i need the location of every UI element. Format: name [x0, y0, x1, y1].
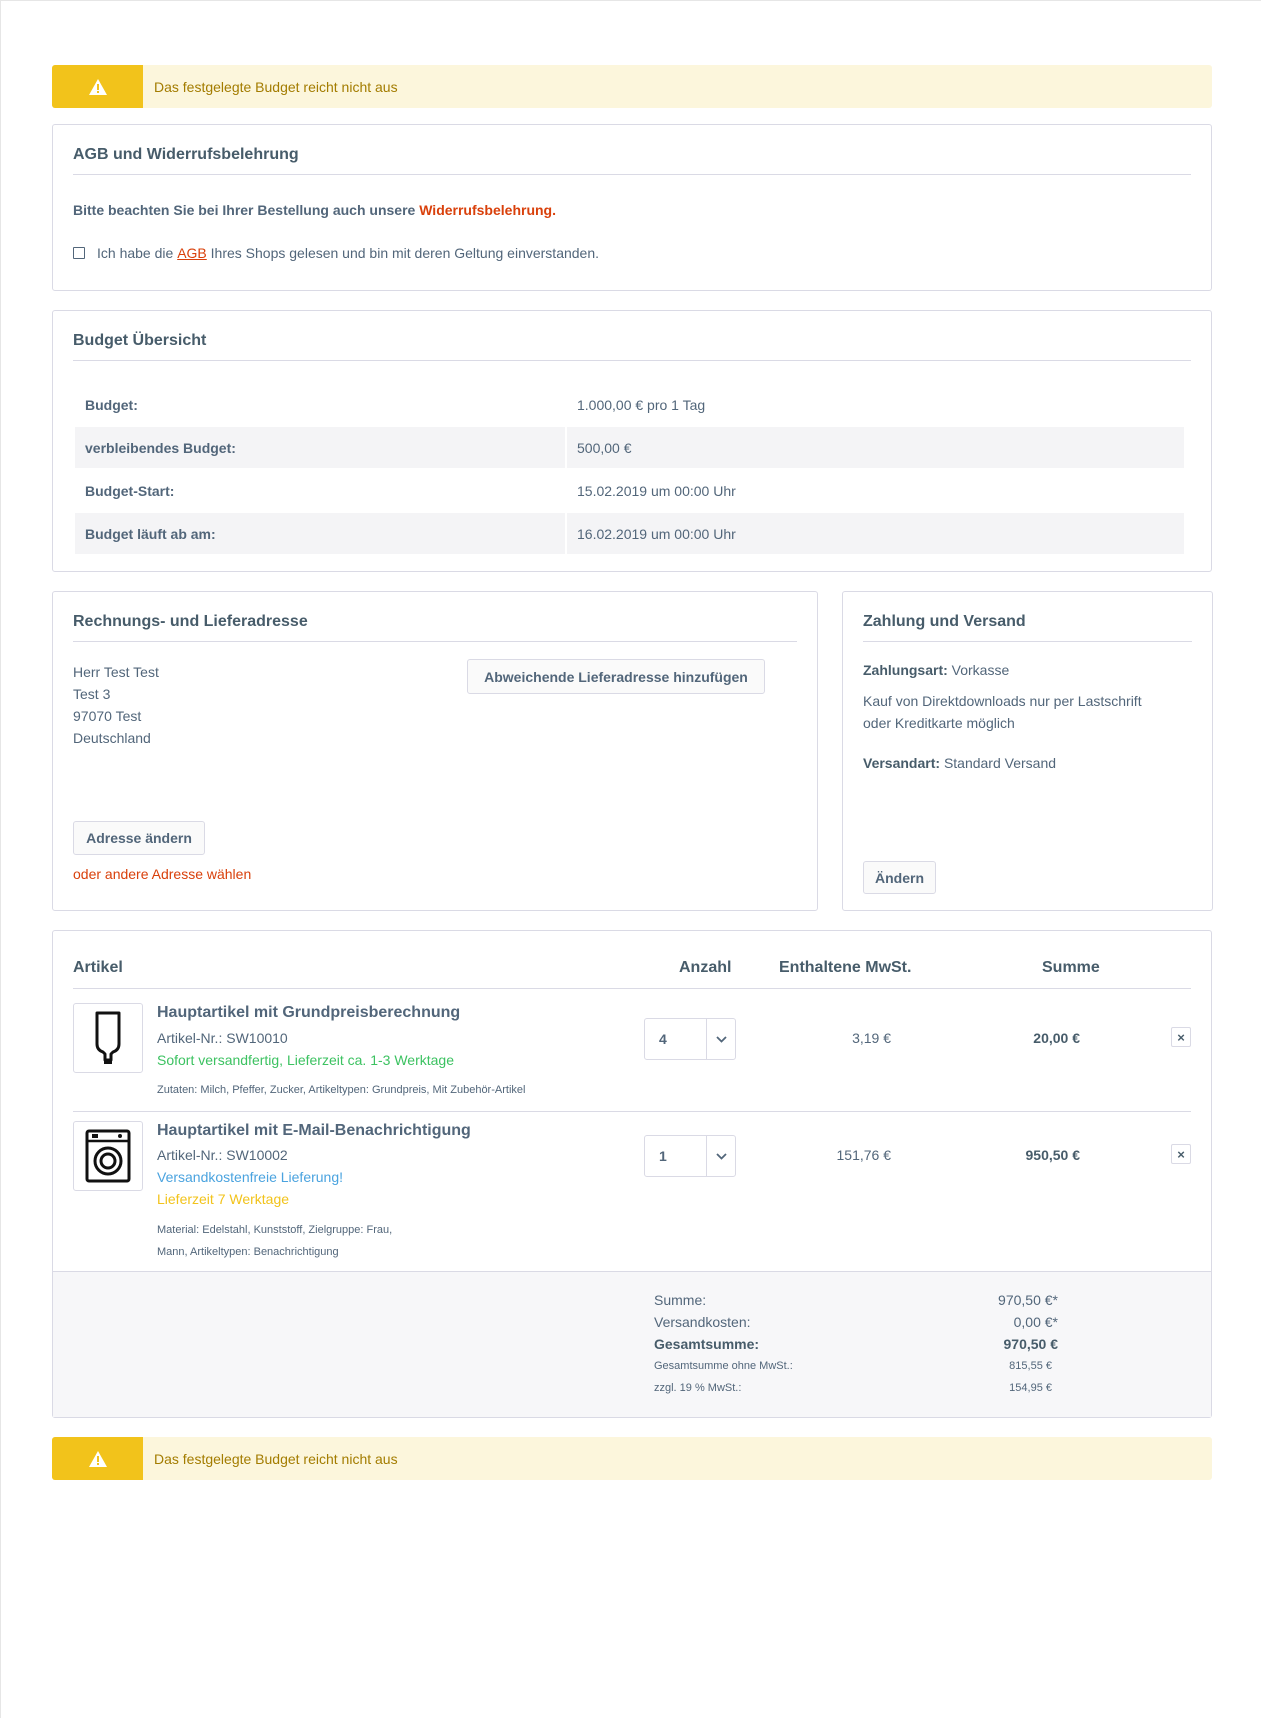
remove-item-button[interactable] — [1171, 1144, 1191, 1164]
address-panel — [52, 591, 818, 911]
budget-table — [73, 382, 1186, 556]
header-sum: Summe — [1042, 959, 1100, 976]
payment-note-line: Kauf von Direktdownloads nur per Lastschrift — [863, 693, 1142, 709]
articles-header — [73, 931, 1191, 989]
remove-item-button[interactable] — [1171, 1027, 1191, 1047]
alert-text: Das festgelegte Budget reicht nicht aus — [154, 1450, 398, 1467]
budget-row — [75, 427, 1184, 468]
grand-total-row — [654, 1336, 1058, 1352]
item-thumbnail[interactable] — [73, 1003, 143, 1073]
subtotal-label: Summe: — [654, 1292, 707, 1308]
agb-link[interactable]: AGB — [177, 245, 207, 261]
budget-panel — [52, 310, 1212, 572]
budget-warning-alert — [52, 1437, 1212, 1480]
change-payment-button[interactable]: Ändern — [863, 861, 936, 894]
budget-value: 15.02.2019 um 00:00 Uhr — [577, 482, 736, 499]
grand-total-value: 970,50 € — [1003, 1336, 1058, 1352]
net-total-value: 815,55 € — [1009, 1360, 1052, 1372]
agb-note — [73, 202, 556, 218]
change-address-button[interactable]: Adresse ändern — [73, 821, 205, 855]
close-icon: × — [1177, 1146, 1185, 1162]
cart-item — [73, 1121, 1191, 1271]
item-vat: 3,19 € — [852, 1030, 891, 1046]
articles-panel — [52, 930, 1212, 1418]
other-address-link[interactable]: oder andere Adresse wählen — [73, 866, 252, 882]
shipping-method — [863, 752, 1056, 774]
agb-checkbox[interactable] — [73, 247, 85, 259]
shipping-cost-row — [654, 1314, 1058, 1330]
quantity-value: 4 — [659, 1031, 667, 1047]
item-properties-line: Mann, Artikeltypen: Benachrichtigung — [157, 1246, 339, 1258]
subtotal-value: 970,50 €* — [998, 1292, 1058, 1308]
alert-icon-box — [52, 65, 143, 108]
totals-section — [53, 1271, 1211, 1417]
net-total-label: Gesamtsumme ohne MwSt.: — [654, 1360, 793, 1372]
alert-text: Das festgelegte Budget reicht nicht aus — [154, 78, 398, 95]
alert-icon-box — [52, 1437, 143, 1480]
shipping-cost-label: Versandkosten: — [654, 1314, 751, 1330]
agb-check-prefix: Ich habe die — [97, 245, 174, 261]
item-delivery: Lieferzeit 7 Werktage — [157, 1191, 290, 1207]
add-shipping-address-button[interactable]: Abweichende Lieferadresse hinzufügen — [467, 659, 765, 694]
payment-method-label: Zahlungsart: — [863, 662, 948, 678]
budget-value: 500,00 € — [567, 427, 1184, 468]
item-name[interactable]: Hauptartikel mit Grundpreisberechnung — [157, 1004, 461, 1021]
payment-method-value: Vorkasse — [951, 662, 1010, 678]
warning-icon — [89, 1451, 107, 1467]
header-quantity: Anzahl — [679, 959, 732, 976]
quantity-select[interactable] — [644, 1135, 736, 1177]
quantity-dropdown[interactable] — [706, 1019, 735, 1059]
item-properties: Zutaten: Milch, Pfeffer, Zucker, Artikeltypen: Grundpreis, Mit Zubehör-Artikel — [157, 1084, 526, 1096]
address-title: Rechnungs- und Lieferadresse — [73, 592, 797, 642]
vat-total-label: zzgl. 19 % MwSt.: — [654, 1382, 742, 1394]
shipping-method-value: Standard Versand — [943, 755, 1057, 771]
item-properties — [157, 1219, 392, 1263]
payment-panel — [842, 591, 1213, 911]
washing-machine-icon — [85, 1129, 131, 1183]
item-number: Artikel-Nr.: SW10010 — [157, 1030, 288, 1046]
vat-total-row — [654, 1382, 1052, 1394]
address-lines — [73, 661, 159, 749]
header-vat: Enthaltene MwSt. — [779, 959, 912, 976]
net-total-row — [654, 1360, 1052, 1372]
item-shipping-note: Versandkostenfreie Lieferung! — [157, 1169, 344, 1185]
close-icon: × — [1177, 1029, 1185, 1045]
budget-label: verbleibendes Budget: — [75, 427, 565, 468]
quantity-dropdown[interactable] — [706, 1136, 735, 1176]
budget-row — [75, 513, 1184, 554]
budget-label: Budget-Start: — [85, 482, 175, 499]
tube-icon — [94, 1010, 122, 1066]
quantity-value: 1 — [659, 1148, 667, 1164]
item-sum: 950,50 € — [1025, 1147, 1080, 1163]
shipping-method-label: Versandart: — [863, 755, 941, 771]
agb-check-suffix: Ihres Shops gelesen und bin mit deren Geltung einverstanden. — [210, 245, 600, 261]
item-thumbnail[interactable] — [73, 1121, 143, 1191]
quantity-select[interactable] — [644, 1018, 736, 1060]
header-article: Artikel — [73, 959, 123, 976]
item-vat: 151,76 € — [836, 1147, 891, 1163]
subtotal-row — [654, 1292, 1058, 1308]
address-line: Deutschland — [73, 730, 151, 746]
withdrawal-link[interactable]: Widerrufsbelehrung. — [419, 202, 556, 218]
payment-note — [863, 690, 1142, 734]
budget-value: 16.02.2019 um 00:00 Uhr — [567, 513, 1184, 554]
address-line: 97070 Test — [73, 708, 142, 724]
payment-method — [863, 659, 1009, 681]
item-number: Artikel-Nr.: SW10002 — [157, 1147, 288, 1163]
cart-item — [73, 1003, 1191, 1113]
item-name[interactable]: Hauptartikel mit E-Mail-Benachrichtigung — [157, 1122, 471, 1139]
payment-note-line: oder Kreditkarte möglich — [863, 715, 1015, 731]
budget-value: 1.000,00 € pro 1 Tag — [577, 396, 706, 413]
chevron-down-icon — [716, 1036, 727, 1043]
payment-title: Zahlung und Versand — [863, 592, 1192, 642]
address-line: Test 3 — [73, 686, 111, 702]
budget-warning-alert — [52, 65, 1212, 108]
budget-row — [75, 384, 1184, 425]
budget-label: Budget läuft ab am: — [75, 513, 565, 554]
vat-total-value: 154,95 € — [1009, 1382, 1052, 1394]
address-line: Herr Test Test — [73, 664, 159, 680]
agb-title: AGB und Widerrufsbelehrung — [73, 125, 1191, 175]
budget-label: Budget: — [85, 396, 138, 413]
item-properties-line: Material: Edelstahl, Kunststoff, Zielgruppe: Frau, — [157, 1224, 393, 1236]
agb-panel — [52, 124, 1212, 291]
shipping-cost-value: 0,00 €* — [1013, 1314, 1058, 1330]
agb-consent — [73, 245, 599, 261]
item-divider — [73, 1111, 1191, 1112]
grand-total-label: Gesamtsumme: — [654, 1336, 760, 1352]
budget-title: Budget Übersicht — [73, 311, 1191, 361]
budget-row — [75, 470, 1184, 511]
warning-icon — [89, 79, 107, 95]
item-sum: 20,00 € — [1033, 1030, 1080, 1046]
agb-note-text: Bitte beachten Sie bei Ihrer Bestellung auch unsere — [73, 202, 416, 218]
item-delivery: Sofort versandfertig, Lieferzeit ca. 1-3 Werktage — [157, 1052, 454, 1068]
chevron-down-icon — [716, 1153, 727, 1160]
